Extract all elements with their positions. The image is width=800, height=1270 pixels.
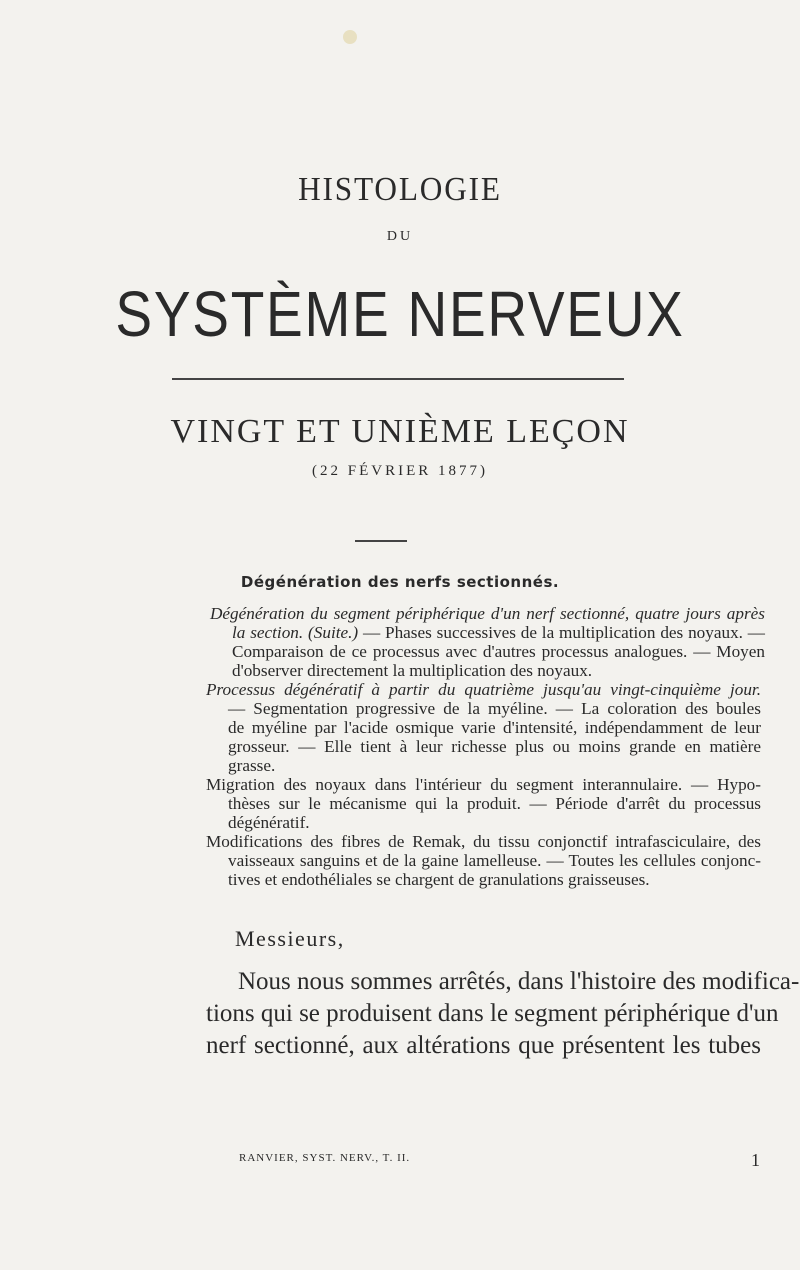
summary-line: Dégénération du segment périphérique d'un nerf sectionné, quatre jours après	[210, 604, 765, 623]
lesson-divider	[355, 540, 407, 542]
lesson-date: (22 FÉVRIER 1877)	[312, 463, 488, 479]
summary-line: vaisseaux sanguins et de la gaine lamelleuse. — Toutes les cellules conjonc-	[228, 851, 761, 870]
summary-line: Migration des noyaux dans l'intérieur du segment interannulaire. — Hypo-	[206, 775, 761, 794]
summary-line: Modifications des fibres de Remak, du tissu conjonctif intrafasciculaire, des	[206, 832, 761, 851]
book-subtitle: SYSTÈME NERVEUX	[115, 278, 685, 350]
summary-line: grosseur. — Elle tient à leur richesse plus ou moins grande en matière	[228, 737, 761, 756]
salutation: Messieurs,	[235, 926, 345, 951]
summary-line: — Segmentation progressive de la myéline. — La coloration des boules	[228, 699, 761, 718]
body-line: Nous nous sommes arrêtés, dans l'histoire des modifica-	[238, 968, 800, 995]
summary-line: grasse.	[228, 756, 276, 775]
footer-signature: RANVIER, SYST. NERV., T. II.	[239, 1152, 411, 1164]
paper-stain	[343, 30, 357, 44]
lesson-summary	[0, 604, 800, 889]
book-title: HISTOLOGIE	[298, 171, 502, 208]
summary-paragraph	[0, 832, 761, 889]
summary-line: tives et endothéliales se chargent de granulations graisseuses.	[228, 870, 650, 889]
lesson-title: VINGT ET UNIÈME LEÇON	[170, 413, 630, 450]
summary-line: thèses sur le mécanisme qui la produit. — Période d'arrêt du processus	[228, 794, 761, 813]
summary-paragraph	[0, 604, 765, 680]
title-connector: DU	[386, 229, 414, 244]
summary-line: d'observer directement la multiplication des noyaux.	[232, 661, 593, 680]
summary-line: Processus dégénératif à partir du quatrième jusqu'au vingt-cinquième jour.	[206, 680, 761, 699]
body-text	[0, 966, 800, 1062]
summary-line: la section. (Suite.) — Phases successives de la multiplication des noyaux. —	[232, 623, 765, 642]
summary-paragraph	[0, 680, 761, 775]
title-divider	[172, 378, 624, 380]
summary-line: Comparaison de ce processus avec d'autres processus analogues. — Moyen	[232, 642, 765, 661]
summary-line: de myéline par l'acide osmique varie d'intensité, indépendamment de leur	[228, 718, 761, 737]
lesson-subject: Dégénération des nerfs sectionnés.	[240, 573, 560, 591]
page-number: 1	[751, 1150, 760, 1170]
summary-line: dégénératif.	[228, 813, 310, 832]
summary-paragraph	[0, 775, 761, 832]
body-line: nerf sectionné, aux altérations que présentent les tubes	[206, 1032, 761, 1059]
body-line: tions qui se produisent dans le segment périphérique d'un	[206, 1000, 779, 1027]
